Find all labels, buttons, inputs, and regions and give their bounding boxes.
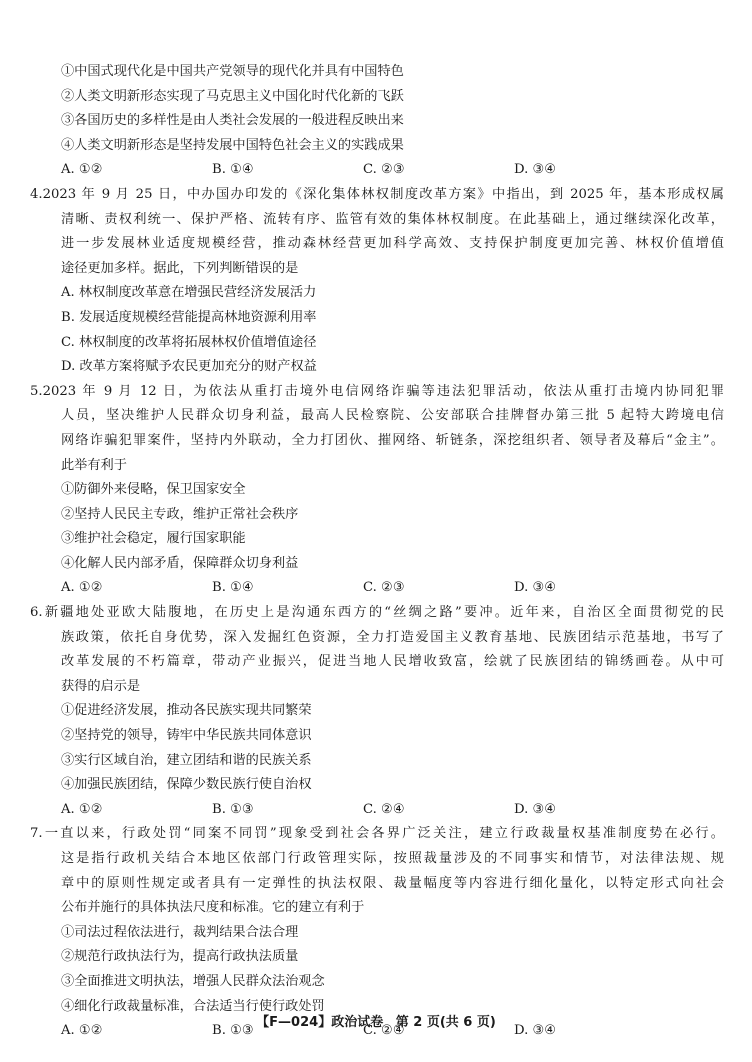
q7-stem-line: 这是指行政机关结合本地区依部门行政管理实际，按照裁量涉及的不同事实和情节，对法律法规、规 bbox=[61, 851, 724, 866]
q6-statement: ①促进经济发展，推动各民族实现共同繁荣 bbox=[61, 703, 312, 719]
exam-code: 【F—024】政治试卷 bbox=[256, 1015, 384, 1030]
q7-statement: ②规范行政执法行为，提高行政执法质量 bbox=[61, 949, 299, 965]
exam-content bbox=[30, 60, 724, 1044]
q3-option-c: C. ②③ bbox=[363, 162, 405, 178]
q7-option-b: B. ①③ bbox=[212, 1023, 254, 1039]
q5-option-a: A. ①② bbox=[61, 580, 103, 596]
q5-option-c: C. ②③ bbox=[363, 580, 405, 596]
q4-stem-line: 进一步发展林业适度规模经营，推动森林经营更加科学高效、支持保护制度更加完善、林权价值增值 bbox=[61, 236, 724, 252]
q6-statement: ②坚持党的领导，铸牢中华民族共同体意识 bbox=[61, 728, 312, 744]
q3-statement: ③各国历史的多样性是由人类社会发展的一般进程反映出来 bbox=[61, 113, 404, 129]
q5-stem-line: 此举有利于 bbox=[61, 457, 127, 473]
q5-option-d: D. ③④ bbox=[514, 580, 557, 596]
q3-statement: ①中国式现代化是中国共产党领导的现代化并具有中国特色 bbox=[61, 64, 404, 79]
q4-option-c: C. 林权制度的改革将拓展林权价值增值途径 bbox=[61, 334, 317, 350]
q6-option-d: D. ③④ bbox=[514, 801, 557, 817]
q7-statement: ④细化行政裁量标准，合法适当行使行政处罚 bbox=[61, 998, 325, 1014]
q7-stem-line: 章中的原则性规定或者具有一定弹性的执法权限、裁量幅度等内容进行细化量化，以特定形式向社会 bbox=[61, 875, 724, 891]
q5-statement: ④化解人民内部矛盾，保障群众切身利益 bbox=[61, 555, 299, 571]
q7-statement: ①司法过程依法进行，裁判结果合法合理 bbox=[61, 924, 299, 940]
q7-option-d: D. ③④ bbox=[514, 1023, 557, 1039]
page-footer bbox=[0, 1011, 752, 1030]
q7-stem-line: 公布并施行的具体执法尺度和标准。它的建立有利于 bbox=[61, 900, 365, 916]
q6-option-c: C. ②④ bbox=[363, 801, 405, 817]
q3-option-b: B. ①④ bbox=[212, 162, 254, 178]
q3-options bbox=[30, 158, 724, 183]
q7-stem-line: 7.一直以来，行政处罚“同案不同罚”现象受到社会各界广泛关注，建立行政裁量权基准制度势在必行。 bbox=[30, 826, 724, 842]
q3-statement: ②人类文明新形态实现了马克思主义中国化时代化新的飞跃 bbox=[61, 88, 404, 104]
q5-statement: ③维护社会稳定，履行国家职能 bbox=[61, 531, 246, 547]
q7-option-c: C. ②④ bbox=[363, 1023, 405, 1039]
q5-statement: ②坚持人民民主专政，维护正常社会秩序 bbox=[61, 506, 299, 522]
q5-option-b: B. ①④ bbox=[212, 580, 254, 596]
q5-options bbox=[30, 576, 724, 601]
q5-stem-line: 人员，坚决维护人民群众切身利益，最高人民检察院、公安部联合挂牌督办第三批 5 起特大跨境电信 bbox=[61, 408, 724, 424]
q4-option-a: A. 林权制度改革意在增强民营经济发展活力 bbox=[61, 285, 317, 301]
q4-stem-line: 清晰、责权利统一、保护严格、流转有序、监管有效的集体林权制度。在此基础上，通过继续深化改革， bbox=[61, 211, 724, 227]
q3-option-a: A. ①② bbox=[61, 162, 103, 178]
q5-statement: ①防御外来侵略，保卫国家安全 bbox=[61, 482, 246, 498]
q6-options bbox=[30, 798, 724, 823]
q7-statement: ③全面推进文明执法，增强人民群众法治观念 bbox=[61, 973, 325, 989]
q3-statement: ④人类文明新形态是坚持发展中国特色社会主义的实践成果 bbox=[61, 137, 404, 153]
q6-statement: ③实行区域自治，建立团结和谐的民族关系 bbox=[61, 752, 312, 768]
q6-stem-line: 族政策，依托自身优势，深入发掘红色资源，全力打造爱国主义教育基地、民族团结示范基地，书写了 bbox=[61, 629, 724, 645]
q6-stem-line: 改革发展的不朽篇章，带动产业振兴，促进当地人民增收致富，绘就了民族团结的锦绣画卷。从中可 bbox=[61, 654, 724, 670]
q3-option-d: D. ③④ bbox=[514, 162, 557, 178]
page-number: 第 2 页(共 6 页) bbox=[395, 1015, 496, 1030]
q4-option-d: D. 改革方案将赋予农民更加充分的财产权益 bbox=[61, 359, 317, 375]
q5-stem-line: 5.2023 年 9 月 12 日，为依法从重打击境外电信网络诈骗等违法犯罪活动，依法从重打击境内协同犯罪 bbox=[30, 383, 724, 399]
q6-statement: ④加强民族团结，保障少数民族行使自治权 bbox=[61, 777, 312, 793]
q4-option-b: B. 发展适度规模经营能提高林地资源利用率 bbox=[61, 309, 317, 325]
q6-stem-line: 6.新疆地处亚欧大陆腹地，在历史上是沟通东西方的“丝绸之路”要冲。近年来，自治区全面贯彻党的民 bbox=[30, 605, 724, 621]
q6-option-b: B. ①③ bbox=[212, 801, 254, 817]
q5-stem-line: 网络诈骗犯罪案件，坚持内外联动，全力打团伙、摧网络、斩链条，深挖组织者、领导者及幕后“金主”。 bbox=[61, 432, 724, 448]
q6-stem-line: 获得的启示是 bbox=[61, 678, 141, 694]
q4-stem-line: 途径更加多样。据此，下列判断错误的是 bbox=[61, 260, 299, 276]
q7-option-a: A. ①② bbox=[61, 1023, 103, 1039]
q4-stem-line: 4.2023 年 9 月 25 日，中办国办印发的《深化集体林权制度改革方案》中指出，到 2025 年，基本形成权属 bbox=[30, 186, 724, 202]
q6-option-a: A. ①② bbox=[61, 801, 103, 817]
